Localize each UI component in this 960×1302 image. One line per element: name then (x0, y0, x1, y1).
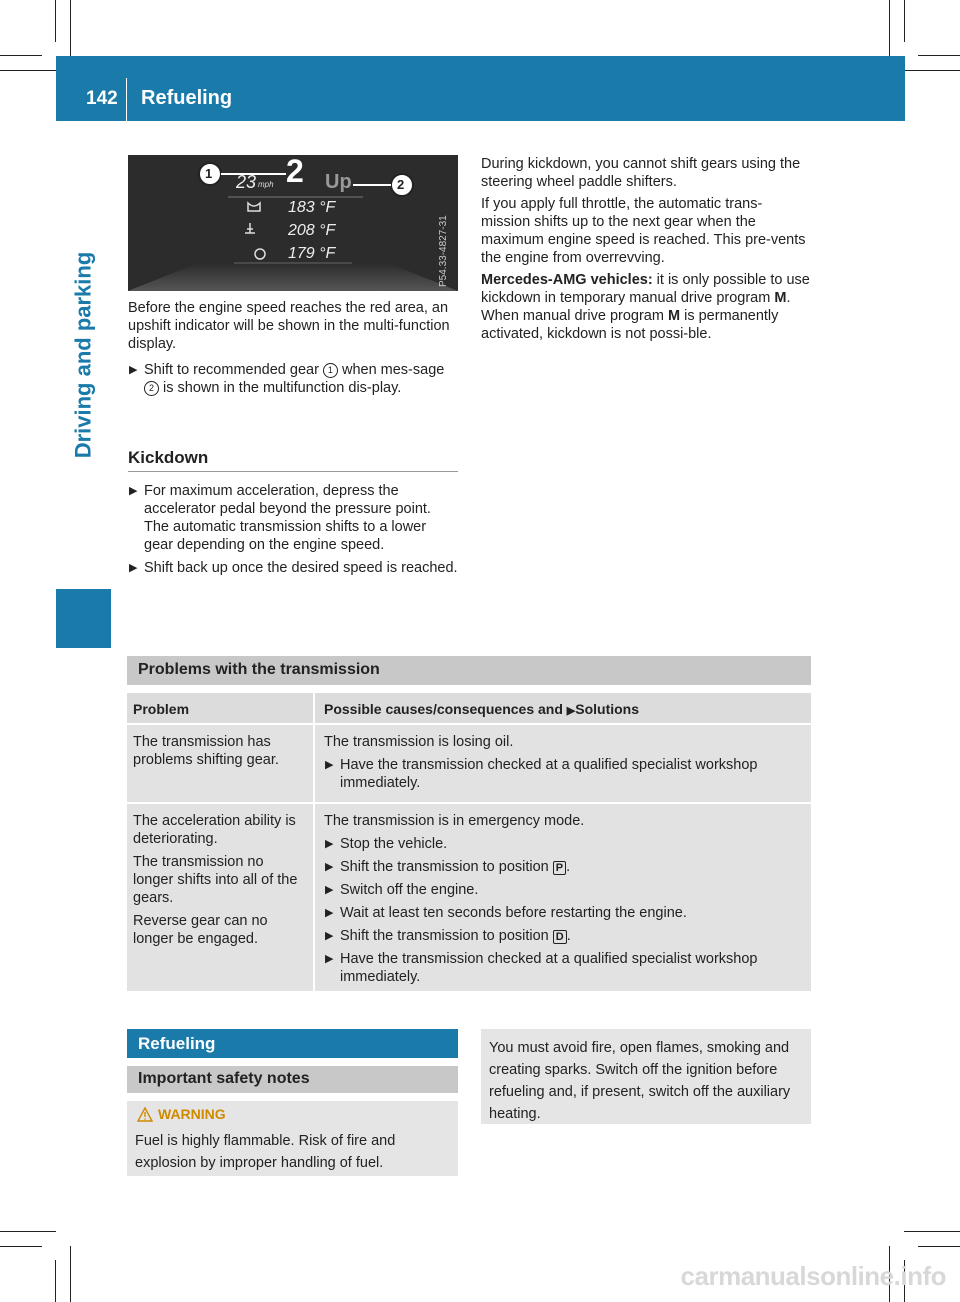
col-solutions-label (324, 701, 639, 717)
callout-2-ref: 2 (144, 381, 159, 396)
right-p3-a: it is only possible to use kickdown in temporary manual drive program (481, 272, 810, 306)
refueling-heading: Refueling (138, 1034, 216, 1053)
crop-mark (918, 1246, 960, 1247)
crop-mark (918, 55, 960, 56)
right-paragraph-3 (481, 271, 811, 343)
step-arrow-icon: ▶ (129, 562, 138, 574)
upshift-indicator: Up (325, 171, 352, 193)
row2-step-3 (324, 881, 804, 899)
row2-step-3-text: Switch off the engine. (340, 882, 479, 898)
position-d-key: D (553, 930, 567, 944)
callout-2-label: 2 (397, 177, 405, 192)
step-arrow-icon: ▶ (325, 907, 334, 919)
crop-mark (0, 1246, 42, 1247)
row2-step-4 (324, 904, 804, 922)
refueling-heading-bar (127, 1029, 458, 1058)
row2-step-1 (324, 835, 804, 853)
crop-mark (55, 0, 56, 42)
safety-notes-heading: Important safety notes (138, 1070, 310, 1087)
crop-mark (55, 1260, 56, 1302)
image-code: P54.33-4827-31 (438, 215, 449, 287)
transmission-temp: 179 °F (288, 245, 336, 262)
right-paragraph-1: During kickdown, you cannot shift gears using the steering wheel paddle shifters. (481, 156, 801, 190)
footer-watermark: carmanualsonline.info (680, 1261, 946, 1291)
header-title: Refueling (141, 87, 233, 109)
table-header-solutions (315, 693, 811, 723)
kickdown-step-2 (128, 559, 458, 577)
shift-step-text-b: when mes-sage (337, 362, 445, 378)
col-solutions-text-a: Possible causes/consequences and (324, 701, 567, 717)
row2-problem-cell (127, 804, 313, 991)
row2-cause: The transmission is in emergency mode. (324, 813, 585, 829)
row1-problem-cell (127, 725, 313, 802)
step-arrow-icon: ▶ (325, 930, 334, 942)
table-header-problem (127, 693, 313, 723)
crop-mark (70, 1246, 71, 1302)
row1-step-text: Have the transmission checked at a qualified specialist workshop immediately. (340, 757, 758, 791)
callout-1-label: 1 (205, 166, 213, 181)
shift-step (128, 361, 458, 397)
speed-unit: mph (258, 180, 274, 189)
step-arrow-icon: ▶ (325, 759, 334, 771)
gear-indicator: 2 (286, 155, 304, 189)
kickdown-step-1 (128, 482, 458, 554)
kickdown-step-1-result: The automatic transmission shifts to a lower gear depending on the engine speed. (144, 519, 427, 553)
crop-mark (889, 0, 890, 56)
row2-step-5: ▶ Shift the transmission to position D . (325, 928, 571, 944)
oil-temp: 183 °F (288, 199, 336, 216)
header-divider (126, 78, 127, 121)
intro-paragraph: Before the engine speed reaches the red area, an upshift indicator will be shown in the multi-function display. (128, 300, 450, 352)
amg-label: Mercedes-AMG vehicles: (481, 272, 653, 288)
row1-solution-cell (315, 725, 811, 802)
row1-problem: The transmission has problems shifting gear. (133, 734, 279, 768)
step-arrow-icon: ▶ (129, 485, 138, 497)
crop-mark (70, 0, 71, 56)
crop-mark (904, 70, 960, 71)
kickdown-rule (128, 471, 458, 472)
transmission-section-heading (127, 656, 811, 685)
row2-step-5-text: Shift the transmission to position (340, 928, 553, 944)
shift-step-text-a: Shift to recommended gear (144, 362, 323, 378)
coolant-temp: 208 °F (288, 222, 336, 239)
step-arrow-icon: ▶ (325, 861, 334, 873)
col-solutions-text-b: Solutions (575, 701, 640, 717)
row2-solution-cell (315, 804, 811, 991)
speed-value: 23 (236, 172, 257, 192)
crop-mark (0, 70, 56, 71)
right-column (481, 155, 811, 343)
row2-step-1-text: Stop the vehicle. (340, 836, 448, 852)
right-paragraph-2: If you apply full throttle, the automatic trans-mission shifts up to the next gear when the maximum engine speed is reached. This pre-vents the engine from overrevving. (481, 196, 806, 266)
row2-step-6-text: Have the transmission checked at a qualified specialist workshop immediately. (340, 951, 758, 985)
solutions-arrow-icon: ▶ (566, 705, 576, 717)
crop-mark (0, 55, 42, 56)
row2-problem-3: Reverse gear can no longer be engaged. (133, 913, 268, 947)
step-arrow-icon: ▶ (325, 884, 334, 896)
row2-step-4-text: Wait at least ten seconds before restarting the engine. (340, 905, 687, 921)
transmission-heading-text: Problems with the transmission (138, 661, 380, 678)
warning-label: WARNING (158, 1106, 226, 1122)
row2-step-6 (324, 950, 804, 986)
row1-step (324, 756, 804, 792)
shift-step-text-c: is shown in the multifunction dis-play. (159, 380, 402, 396)
side-tab-label: Driving and parking (70, 251, 96, 459)
side-tab (56, 121, 111, 589)
left-column (128, 299, 458, 402)
instrument-cluster-image (128, 155, 458, 291)
crop-mark (0, 1231, 56, 1232)
safety-notes-heading-bar (127, 1066, 458, 1093)
note-text: You must avoid fire, open flames, smoking and creating sparks. Switch off the ignition before refueling and, if present, switch off the auxiliary heating. (489, 1040, 791, 1122)
step-arrow-icon: ▶ (129, 364, 138, 376)
warning-box (127, 1101, 458, 1176)
warning-text: Fuel is highly flammable. Risk of fire and explosion by improper handling of fuel. (135, 1133, 396, 1171)
step-arrow-icon: ▶ (325, 838, 334, 850)
right-p3-c: is permanently activated, kickdown is not possi-ble. (481, 308, 779, 342)
kickdown-heading: Kickdown (128, 448, 209, 467)
row2-problem-2: The transmission no longer shifts into all of the gears. (133, 854, 298, 906)
row1-cause: The transmission is losing oil. (324, 734, 514, 750)
warning-triangle-icon (137, 1107, 153, 1122)
kickdown-steps (128, 482, 458, 582)
step-arrow-icon: ▶ (325, 953, 334, 965)
crop-mark (904, 0, 905, 42)
callout-1-ref: 1 (323, 363, 338, 378)
kickdown-step-1-text: For maximum acceleration, depress the accelerator pedal beyond the pressure point. (144, 483, 431, 517)
right-p3-b: . When manual drive program (481, 290, 791, 324)
row2-step-2: ▶ Shift the transmission to position P . (325, 859, 571, 875)
row2-problem-1: The acceleration ability is deteriorating. (133, 813, 296, 847)
program-m-2: M (667, 308, 681, 324)
note-box (481, 1029, 811, 1124)
program-m-1: M (774, 290, 787, 306)
kickdown-step-2-text: Shift back up once the desired speed is reached. (144, 560, 458, 576)
side-tab-block (56, 589, 111, 648)
position-p-key: P (553, 861, 566, 875)
crop-mark (904, 1231, 960, 1232)
col-problem-label: Problem (133, 701, 190, 717)
row2-step-2-text: Shift the transmission to position (340, 859, 553, 875)
page-number: 142 (86, 88, 118, 109)
